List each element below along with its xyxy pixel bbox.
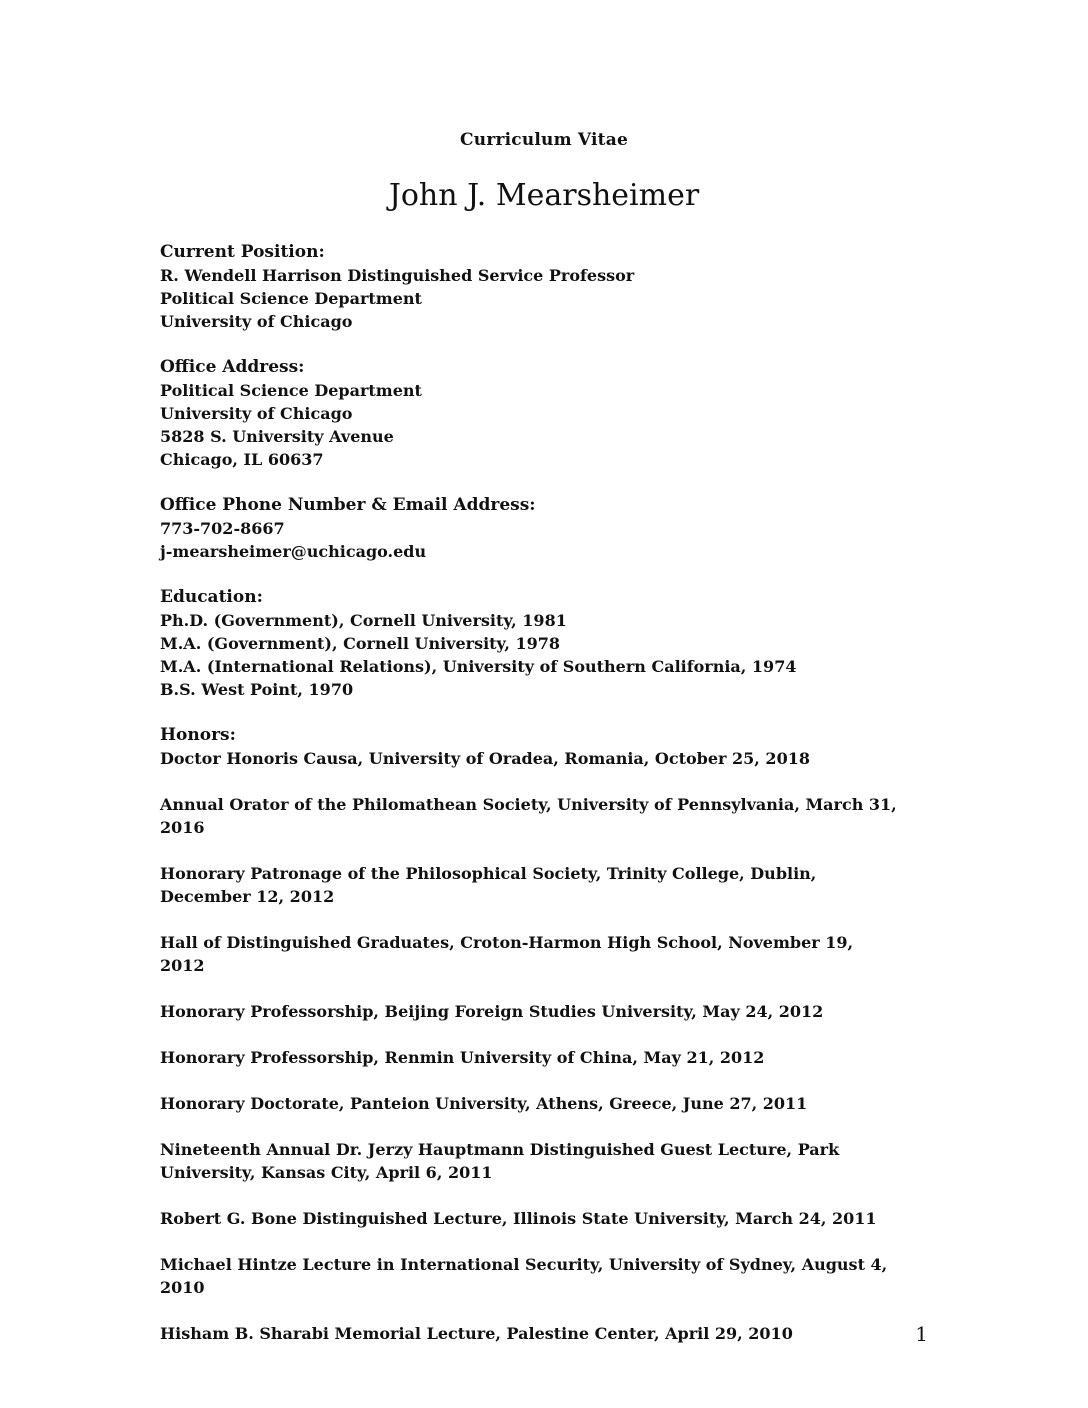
- honor-item: Doctor Honoris Causa, University of Oradea, Romania, October 25, 2018: [160, 749, 810, 768]
- address-line: Chicago, IL 60637: [160, 450, 324, 469]
- education-line: B.S. West Point, 1970: [160, 680, 354, 699]
- cv-content: [160, 241, 940, 1368]
- section-heading: Office Phone Number & Email Address:: [160, 495, 536, 515]
- address-line: University of Chicago: [160, 404, 353, 423]
- honor-item: Robert G. Bone Distinguished Lecture, Illinois State University, March 24, 2011: [160, 1209, 877, 1228]
- honor-item: Hisham B. Sharabi Memorial Lecture, Palestine Center, April 29, 2010: [160, 1324, 793, 1343]
- honor-item: Honorary Patronage of the Philosophical Society, Trinity College, Dublin, December 12, 2012: [160, 864, 817, 906]
- position-line: University of Chicago: [160, 312, 353, 331]
- phone-number: 773-702-8667: [160, 519, 285, 538]
- honor-item: Nineteenth Annual Dr. Jerzy Hauptmann Distinguished Guest Lecture, Park University, Kansas City, April 6, 2011: [160, 1140, 840, 1182]
- honor-item: Honorary Professorship, Renmin University of China, May 21, 2012: [160, 1048, 765, 1067]
- section-contact: [160, 494, 940, 563]
- section-heading: Education:: [160, 587, 263, 607]
- honor-item: Michael Hintze Lecture in International Security, University of Sydney, August 4, 2010: [160, 1255, 888, 1297]
- address-line: 5828 S. University Avenue: [160, 427, 394, 446]
- section-heading: Office Address:: [160, 357, 305, 377]
- education-line: M.A. (International Relations), University of Southern California, 1974: [160, 657, 797, 676]
- section-current-position: [160, 241, 940, 333]
- position-line: R. Wendell Harrison Distinguished Service Professor: [160, 266, 635, 285]
- section-heading: Honors:: [160, 725, 236, 745]
- section-honors: [160, 724, 940, 1345]
- honor-item: Honorary Professorship, Beijing Foreign Studies University, May 24, 2012: [160, 1002, 824, 1021]
- position-line: Political Science Department: [160, 289, 422, 308]
- section-education: [160, 586, 940, 701]
- page-number: 1: [915, 1322, 928, 1346]
- address-line: Political Science Department: [160, 381, 422, 400]
- document-name: John J. Mearsheimer: [388, 178, 700, 213]
- honor-item: Hall of Distinguished Graduates, Croton-Harmon High School, November 19, 2012: [160, 933, 854, 975]
- education-line: Ph.D. (Government), Cornell University, 1981: [160, 611, 567, 630]
- section-office-address: [160, 356, 940, 471]
- honor-item: Annual Orator of the Philomathean Society, University of Pennsylvania, March 31, 2016: [160, 795, 897, 837]
- section-heading: Current Position:: [160, 242, 325, 262]
- document-label: Curriculum Vitae: [460, 130, 628, 150]
- honor-item: Honorary Doctorate, Panteion University, Athens, Greece, June 27, 2011: [160, 1094, 808, 1113]
- email-address: j-mearsheimer@uchicago.edu: [160, 542, 427, 561]
- education-line: M.A. (Government), Cornell University, 1978: [160, 634, 560, 653]
